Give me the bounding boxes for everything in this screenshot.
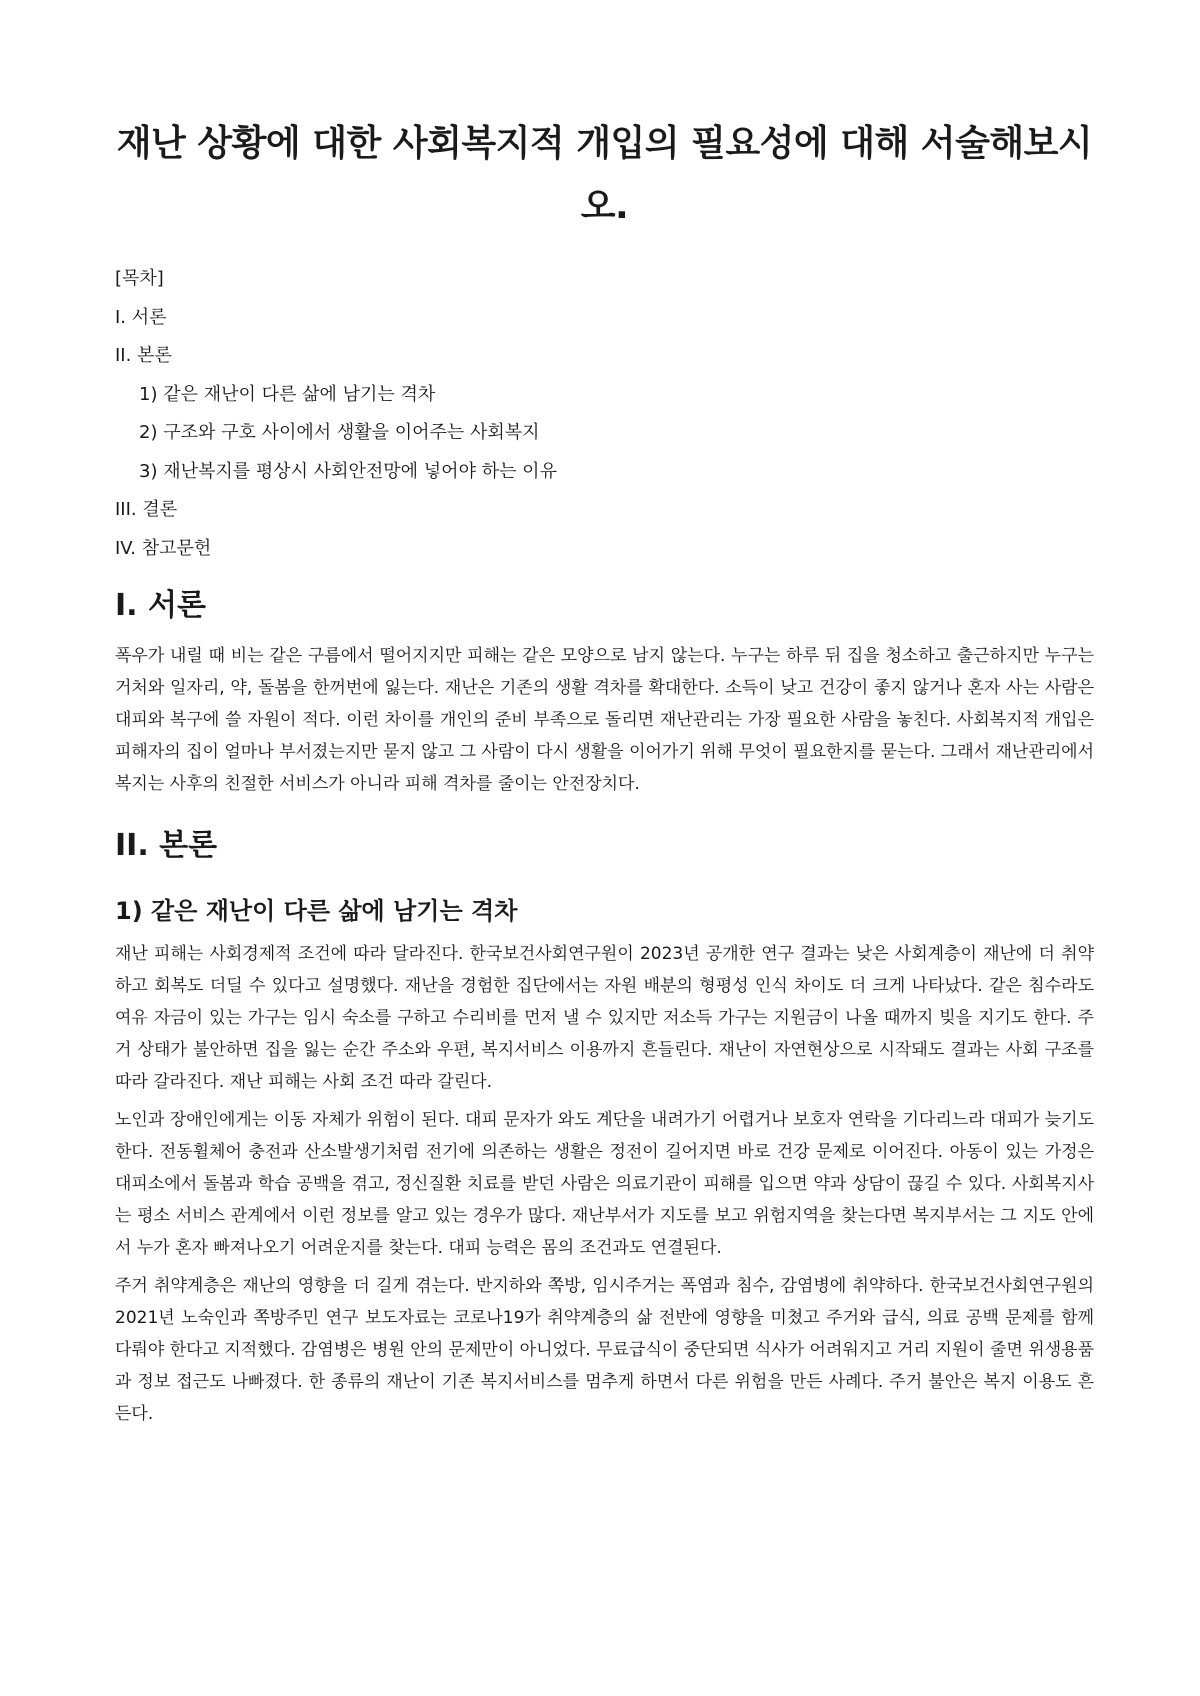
toc-heading: [목차] xyxy=(115,268,164,289)
toc-item: III. 결론 xyxy=(115,499,178,520)
subsection-heading: 1) 같은 재난이 다른 삶에 남기는 격차 xyxy=(115,897,518,925)
document-title: 재난 상황에 대한 사회복지적 개입의 필요성에 대해 서술해보시오. xyxy=(116,123,1093,227)
body-paragraph: 주거 취약계층은 재난의 영향을 더 길게 겪는다. 반지하와 쪽방, 임시주거는 폭염과 침수, 감염병에 취약하다. 한국보건사회연구원의 2021년 노숙인과 쪽방주민 연구 보도자료는 코로나19가 취약계층의 삶 전반에 영향을 미쳤고 주거와 급식, 의료 공백 문제를 함께 다뤄야 한다고 지적했다. 감염병은 병원 안의 문제만이 아니었다. 무료급식이 중단되면 식사가 어려워지고 거리 지원이 줄면 위생용품과 정보 접근도 나빠졌다. 한 종류의 재난이 기존 복지서비스를 멈추게 하면서 다른 위험을 만든 사례다. 주거 불안은 복지 이용도 흔든다. xyxy=(115,1276,1094,1424)
body-paragraph: 노인과 장애인에게는 이동 자체가 위험이 된다. 대피 문자가 와도 계단을 내려가기 어렵거나 보호자 연락을 기다리느라 대피가 늦기도 한다. 전동휠체어 충전과 산소발생기처럼 전기에 의존하는 생활은 정전이 길어지면 바로 건강 문제로 이어진다. 아동이 있는 가정은 대피소에서 돌봄과 학습 공백을 겪고, 정신질환 치료를 받던 사람은 의료기관이 피해를 입으면 약과 상담이 끊길 수 있다. 사회복지사는 평소 서비스 관계에서 이런 정보를 알고 있는 경우가 많다. 재난부서가 지도를 보고 위험지역을 찾는다면 복지부서는 그 지도 안에서 누가 혼자 빠져나오기 어려운지를 찾는다. 대피 능력은 몸의 조건과도 연결된다. xyxy=(115,1110,1094,1258)
toc-item: IV. 참고문헌 xyxy=(115,537,212,559)
toc-subitem: 2) 구조와 구호 사이에서 생활을 이어주는 사회복지 xyxy=(139,422,540,443)
toc-subitem: 1) 같은 재난이 다른 삶에 남기는 격차 xyxy=(139,383,436,405)
section-heading-introduction: I. 서론 xyxy=(115,588,206,623)
body-paragraph: 재난 피해는 사회경제적 조건에 따라 달라진다. 한국보건사회연구원이 2023년 공개한 연구 결과는 낮은 사회계층이 재난에 더 취약하고 회복도 더딜 수 있다고 설명했다. 재난을 경험한 집단에서는 자원 배분의 형평성 인식 차이도 더 크게 나타났다. 같은 침수라도 여유 자금이 있는 가구는 임시 숙소를 구하고 수리비를 먼저 낼 수 있지만 저소득 가구는 지원금이 나올 때까지 빚을 지기도 한다. 주거 상태가 불안하면 집을 잃는 순간 주소와 우편, 복지서비스 이용까지 흔들린다. 재난이 자연현상으로 시작돼도 결과는 사회 구조를 따라 갈라진다. 재난 피해는 사회 조건 따라 갈린다. xyxy=(115,944,1094,1092)
toc-subitem: 3) 재난복지를 평상시 사회안전망에 넣어야 하는 이유 xyxy=(139,460,557,482)
table-of-contents xyxy=(115,260,1094,568)
toc-item: I. 서론 xyxy=(115,306,167,328)
section-heading-body: II. 본론 xyxy=(115,828,218,863)
intro-paragraph: 폭우가 내릴 때 비는 같은 구름에서 떨어지지만 피해는 같은 모양으로 남지 않는다. 누구는 하루 뒤 집을 청소하고 출근하지만 누구는 거처와 일자리, 약, 돌봄을 한꺼번에 잃는다. 재난은 기존의 생활 격차를 확대한다. 소득이 낮고 건강이 좋지 않거나 혼자 사는 사람은 대피와 복구에 쓸 자원이 적다. 이런 차이를 개인의 준비 부족으로 돌리면 재난관리는 가장 필요한 사람을 놓친다. 사회복지적 개입은 피해자의 집이 얼마나 부서졌는지만 묻지 않고 그 사람이 다시 생활을 이어가기 위해 무엇이 필요한지를 묻는다. 그래서 재난관리에서 복지는 사후의 친절한 서비스가 아니라 피해 격차를 줄이는 안전장치다. xyxy=(115,646,1094,794)
toc-item: II. 본론 xyxy=(115,345,172,366)
